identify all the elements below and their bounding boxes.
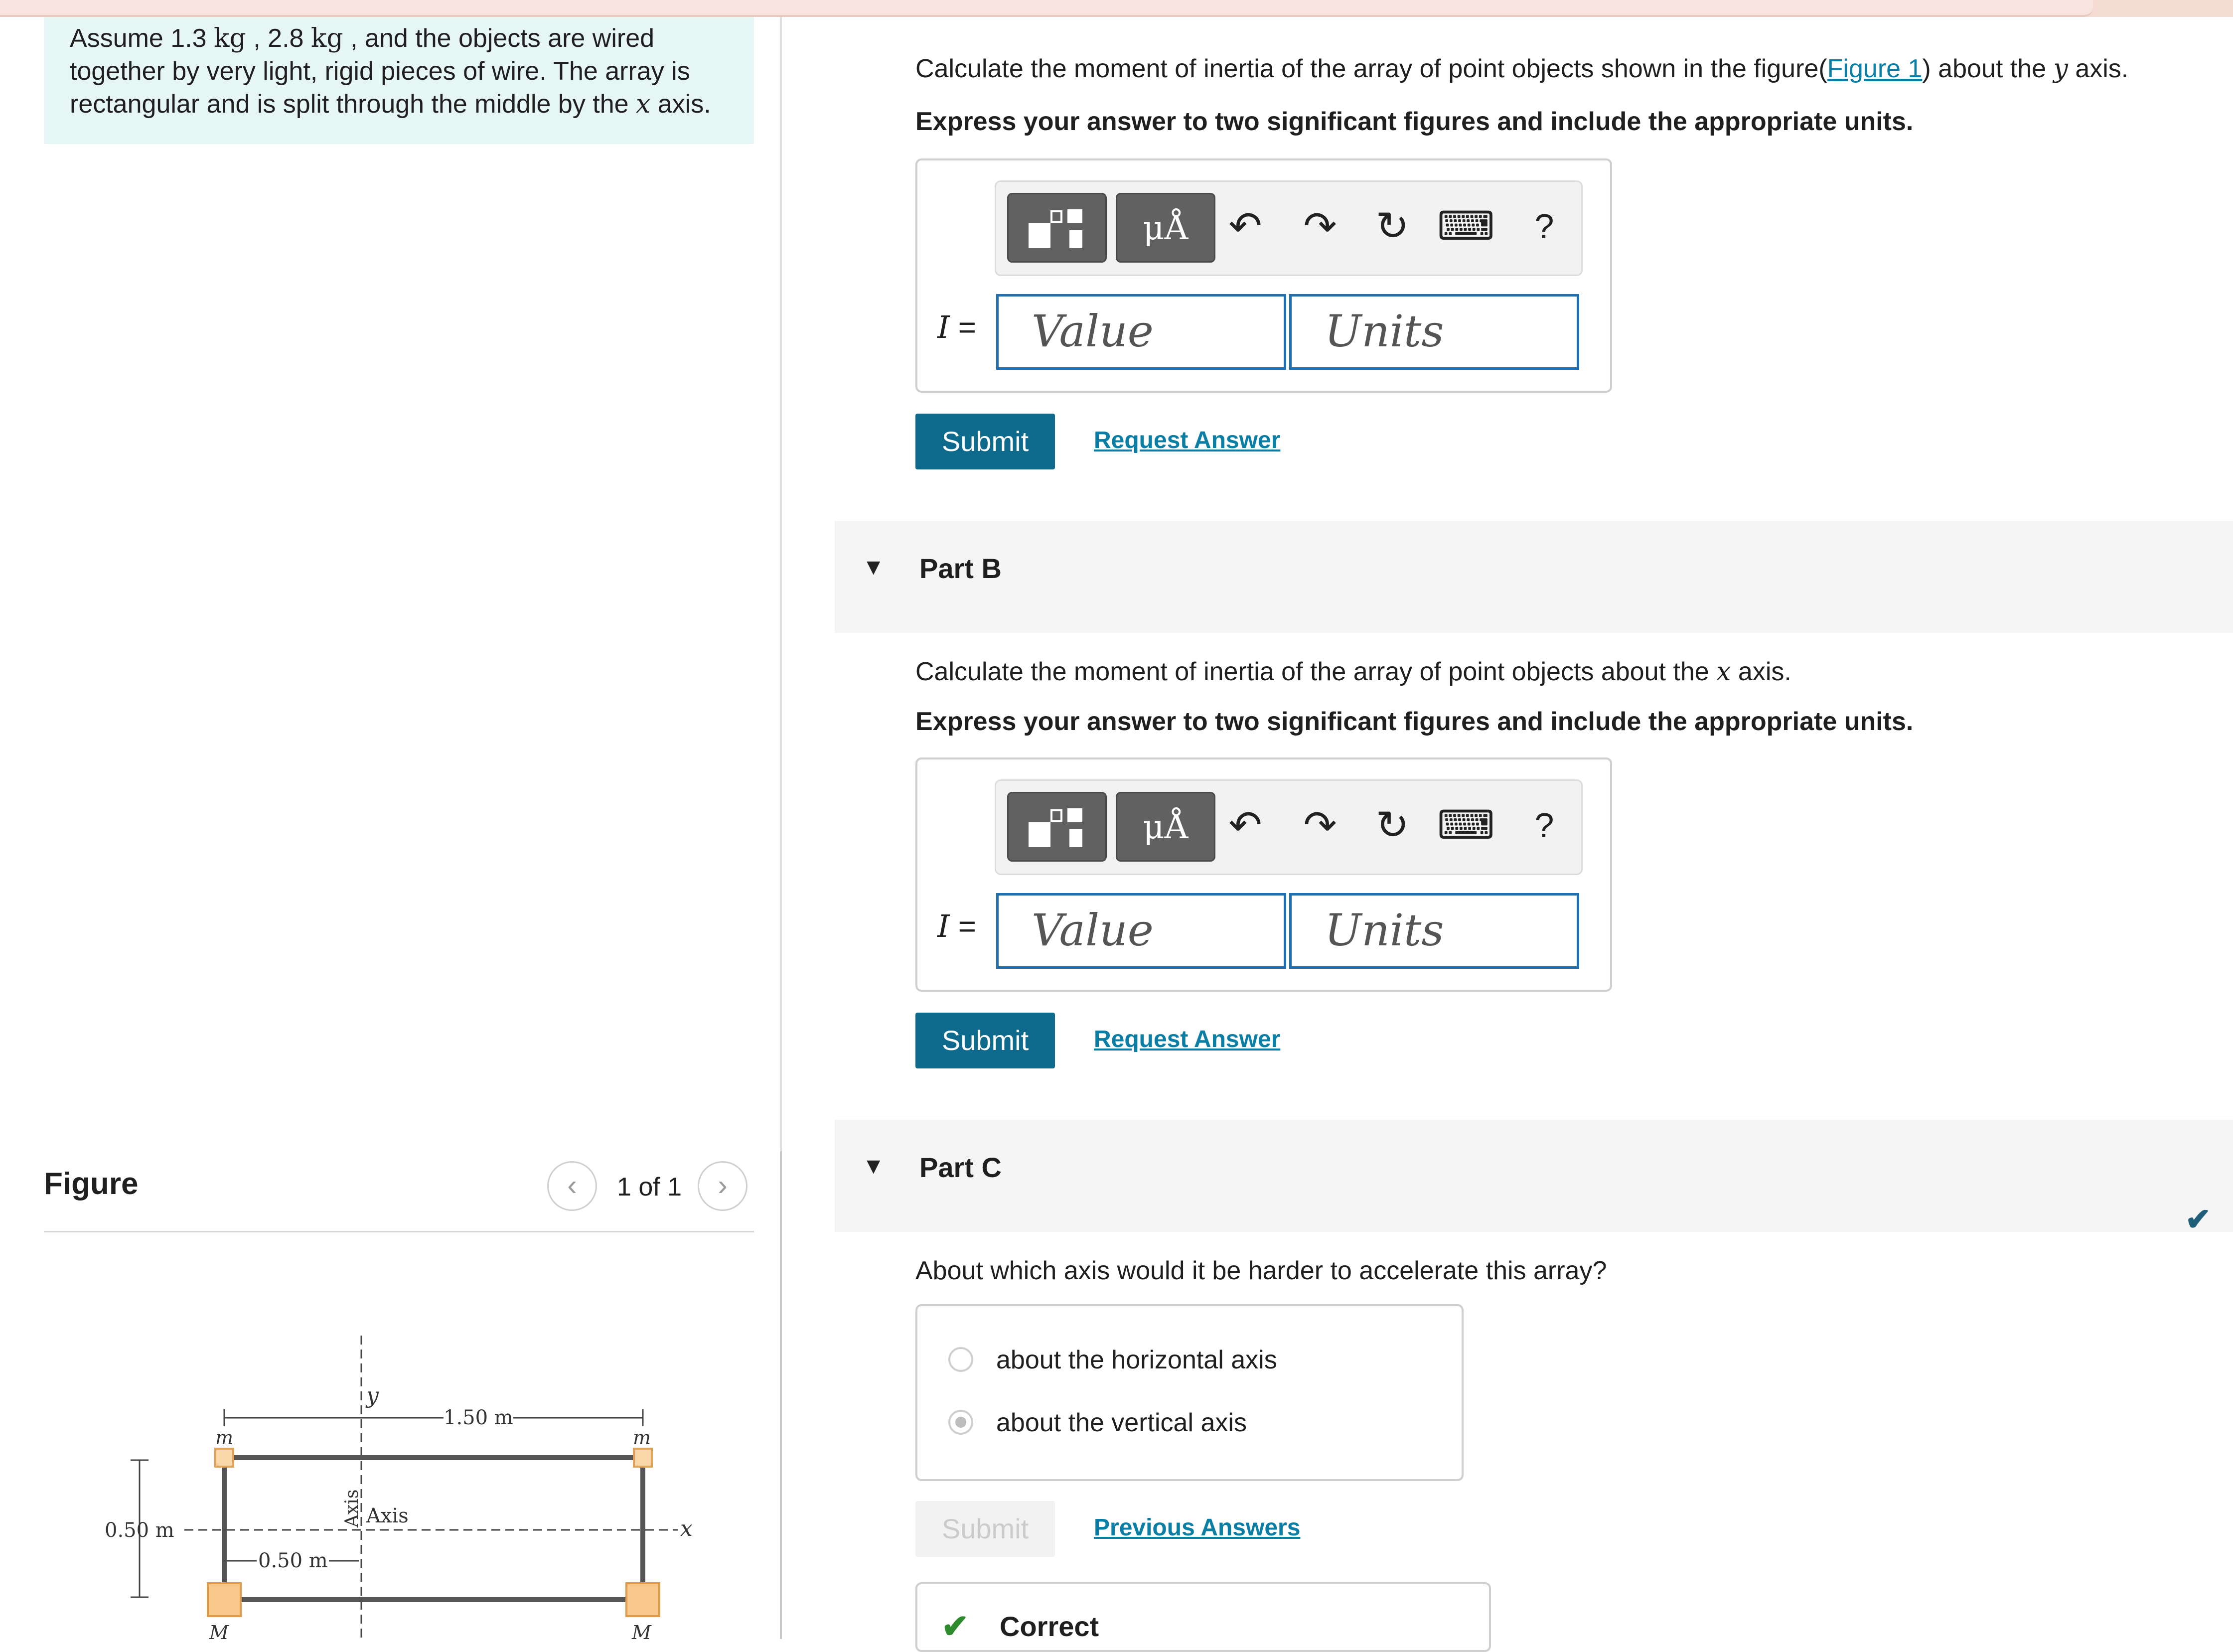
intro-text-6: axis.	[650, 90, 711, 119]
partA-I-eq: =	[949, 310, 976, 345]
partB-instruction: Express your answer to two significant figures and include the appropriate units.	[915, 707, 1914, 736]
redo-icon[interactable]: ↷	[1303, 204, 1337, 248]
keyboard-icon[interactable]: ⌨	[1437, 803, 1495, 847]
problem-intro	[44, 17, 754, 144]
partA-var-y: y	[2053, 54, 2068, 84]
mass-M-left	[208, 1583, 241, 1616]
caret-down-icon[interactable]: ▼	[862, 1153, 885, 1179]
partB-I-label	[937, 908, 976, 944]
previous-answers-link[interactable]: Previous Answers	[1094, 1514, 1301, 1541]
axis-label: Axis	[366, 1504, 409, 1527]
help-icon[interactable]: ?	[1534, 806, 1554, 845]
partB-title: Part B	[919, 553, 1002, 584]
intro-text-5: rectangular and is split through the middle by the	[70, 90, 636, 119]
axis-label-vertical: Axis	[342, 1489, 362, 1527]
partB-question-pre: Calculate the moment of inertia of the array of point objects about the	[915, 657, 1717, 686]
partA-toolbar	[995, 180, 1583, 276]
check-icon: ✔	[941, 1608, 969, 1645]
partB-question	[915, 657, 1791, 687]
partC-title: Part C	[919, 1152, 1002, 1183]
intro-text-1: Assume 1.3	[70, 24, 214, 53]
templates-icon[interactable]	[1007, 193, 1107, 263]
intro-text-3: , and the objects are wired	[343, 24, 655, 53]
undo-icon[interactable]: ↶	[1228, 204, 1262, 248]
partA-question	[915, 54, 2128, 84]
top-strip	[0, 0, 2233, 17]
partB-I-eq: =	[949, 909, 976, 944]
wire-frame	[224, 1458, 643, 1600]
partC-header[interactable]	[835, 1120, 2233, 1232]
radio-vertical[interactable]	[948, 1410, 973, 1435]
partB-value-input[interactable]: Value	[996, 893, 1286, 969]
partB-submit-button[interactable]: Submit	[915, 1013, 1055, 1068]
height-label: 0.50 m	[105, 1519, 174, 1542]
mass-m-right	[634, 1449, 652, 1467]
figure-1-link[interactable]: Figure 1	[1827, 54, 1923, 83]
offset-label: 0.50 m	[258, 1549, 328, 1572]
redo-icon[interactable]: ↷	[1303, 803, 1337, 847]
top-strip-inner	[0, 0, 2093, 17]
figure-pager: 1 of 1	[617, 1173, 682, 1201]
reset-icon[interactable]: ↻	[1375, 803, 1409, 847]
y-axis-label: y	[366, 1383, 379, 1408]
radio-horizontal[interactable]	[948, 1347, 973, 1372]
var-x: x	[636, 89, 651, 119]
partA-question-pre: Calculate the moment of inertia of the array of point objects shown in the figure(	[915, 54, 1827, 83]
correct-label: Correct	[1000, 1611, 1099, 1642]
help-icon[interactable]: ?	[1534, 207, 1554, 246]
partB-I-var: I	[937, 908, 950, 944]
partC-choices	[915, 1304, 1464, 1481]
unit-kg-2: kg	[310, 23, 343, 53]
partB-var-x: x	[1716, 657, 1731, 687]
partA-question-mid: ) about the	[1922, 54, 2054, 83]
correct-feedback	[915, 1582, 1491, 1652]
chevron-left-icon[interactable]: ‹	[547, 1161, 597, 1211]
label-M-right: M	[632, 1622, 651, 1639]
partA-I-var: I	[937, 309, 950, 345]
partB-request-answer-link[interactable]: Request Answer	[1094, 1026, 1281, 1052]
partB-header[interactable]	[835, 521, 2233, 633]
label-m-right: m	[633, 1427, 651, 1449]
partA-request-answer-link[interactable]: Request Answer	[1094, 427, 1281, 453]
checkmark-icon: ✔	[2185, 1202, 2211, 1237]
choice-horizontal-label[interactable]: about the horizontal axis	[996, 1346, 1277, 1374]
label-M-left: M	[209, 1622, 229, 1639]
partA-units-input[interactable]: Units	[1289, 294, 1579, 370]
partC-question: About which axis would it be harder to accelerate this array?	[915, 1256, 1607, 1285]
choice-vertical-label[interactable]: about the vertical axis	[996, 1408, 1247, 1437]
mass-m-left	[215, 1449, 233, 1467]
partA-I-label	[937, 309, 976, 345]
units-icon[interactable]: μÅ	[1116, 792, 1215, 862]
figure-header	[44, 1161, 754, 1232]
figure-title: Figure	[44, 1167, 139, 1201]
partA-value-input[interactable]: Value	[996, 294, 1286, 370]
figure-diagram	[75, 1296, 723, 1639]
units-icon[interactable]: μÅ	[1116, 193, 1215, 263]
partA-answer-box	[915, 158, 1612, 393]
templates-icon[interactable]	[1007, 792, 1107, 862]
reset-icon[interactable]: ↻	[1375, 204, 1409, 248]
chevron-right-icon[interactable]: ›	[698, 1161, 747, 1211]
label-m-left: m	[215, 1427, 234, 1449]
column-divider-lower	[780, 1151, 782, 1639]
partB-units-input[interactable]: Units	[1289, 893, 1579, 969]
caret-down-icon[interactable]: ▼	[862, 554, 885, 580]
partA-instruction: Express your answer to two significant figures and include the appropriate units.	[915, 107, 1914, 136]
mass-M-right	[626, 1583, 659, 1616]
partB-question-post: axis.	[1731, 657, 1791, 686]
intro-text-4: together by very light, rigid pieces of wire. The array is	[70, 57, 690, 86]
intro-text-2: , 2.8	[246, 24, 311, 53]
partB-toolbar	[995, 779, 1583, 875]
undo-icon[interactable]: ↶	[1228, 803, 1262, 847]
width-label: 1.50 m	[444, 1406, 513, 1429]
partC-submit-button: Submit	[915, 1501, 1055, 1557]
partA-submit-button[interactable]: Submit	[915, 414, 1055, 469]
keyboard-icon[interactable]: ⌨	[1437, 204, 1495, 248]
partB-answer-box	[915, 757, 1612, 992]
partA-question-post: axis.	[2068, 54, 2129, 83]
x-axis-label: x	[680, 1516, 693, 1541]
unit-kg-1: kg	[214, 23, 246, 53]
